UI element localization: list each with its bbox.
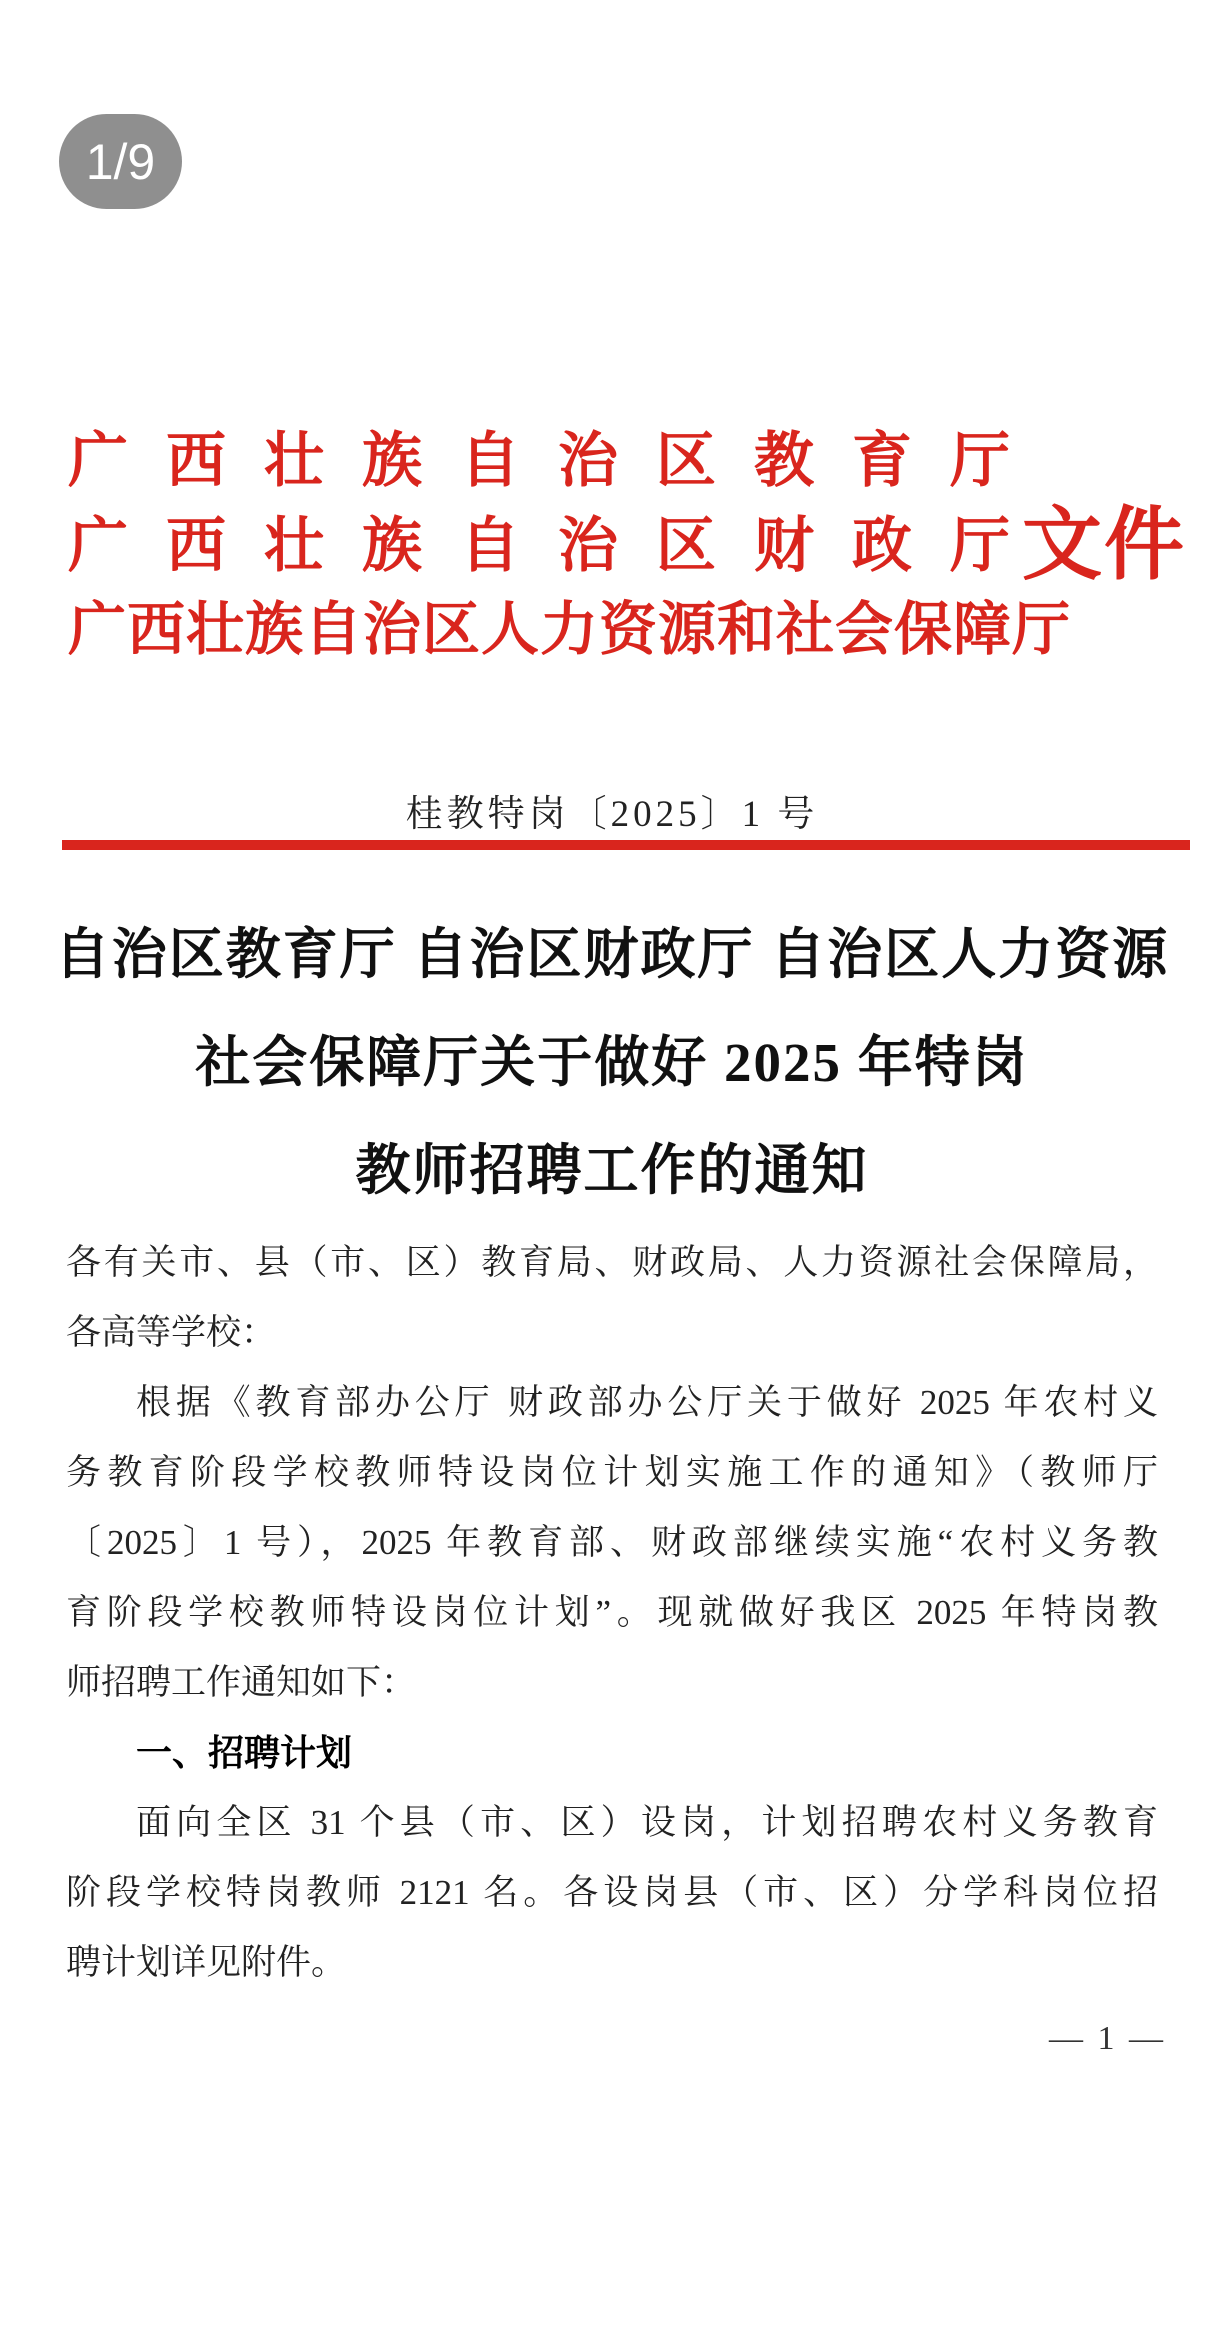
title-line-2: 社会保障厅关于做好 2025 年特岗 <box>195 1032 1029 1093</box>
page-position-badge <box>59 114 182 209</box>
body-line-para1-2: 务教育阶段学校教师特设岗位计划实施工作的通知》（教师厅 <box>66 1453 1158 1492</box>
body-line-para2-3: 聘计划详见附件。 <box>66 1943 347 1982</box>
body-line-para1-3: 〔2025〕1 号），2025 年教育部、财政部继续实施“农村义务教 <box>66 1523 1158 1562</box>
letterhead <box>68 418 1190 672</box>
page-number: — 1 — <box>1049 2020 1166 2057</box>
doc-type-label: 文件 <box>1022 502 1186 590</box>
document-title <box>0 901 1224 1225</box>
agency-line-3: 广西壮族自治区人力资源和社会保障厅 <box>68 597 1072 662</box>
document-body <box>66 1228 1158 1998</box>
agency-line-1: 广西壮族自治区教育厅 <box>68 428 1048 494</box>
section-heading-1: 一、招聘计划 <box>136 1732 353 1773</box>
body-line-salutation-1: 各有关市、县（市、区）教育局、财政局、人力资源社会保障局， <box>66 1243 1158 1282</box>
body-line-para1-5: 师招聘工作通知如下： <box>66 1663 417 1702</box>
page-position-label: 1/9 <box>85 133 156 190</box>
agency-line-2 <box>68 504 1190 588</box>
letterhead-rule <box>62 840 1190 850</box>
title-line-3: 教师招聘工作的通知 <box>355 1140 869 1201</box>
body-line-para1-1: 根据《教育部办公厅 财政部办公厅关于做好 2025 年农村义 <box>136 1383 1158 1422</box>
body-line-salutation-2: 各高等学校： <box>66 1313 277 1352</box>
doc-number: 桂教特岗〔2025〕1 号 <box>405 794 819 835</box>
title-line-1: 自治区教育厅 自治区财政厅 自治区人力资源 <box>54 924 1170 985</box>
body-line-para2-2: 阶段学校特岗教师 2121 名。各设岗县（市、区）分学科岗位招 <box>66 1873 1158 1912</box>
agency-line-2-name: 广西壮族自治区财政厅 <box>68 513 1048 579</box>
body-line-para2-1: 面向全区 31 个县（市、区）设岗，计划招聘农村义务教育 <box>136 1803 1158 1842</box>
body-line-para1-4: 育阶段学校教师特设岗位计划”。现就做好我区 2025 年特岗教 <box>66 1593 1158 1632</box>
